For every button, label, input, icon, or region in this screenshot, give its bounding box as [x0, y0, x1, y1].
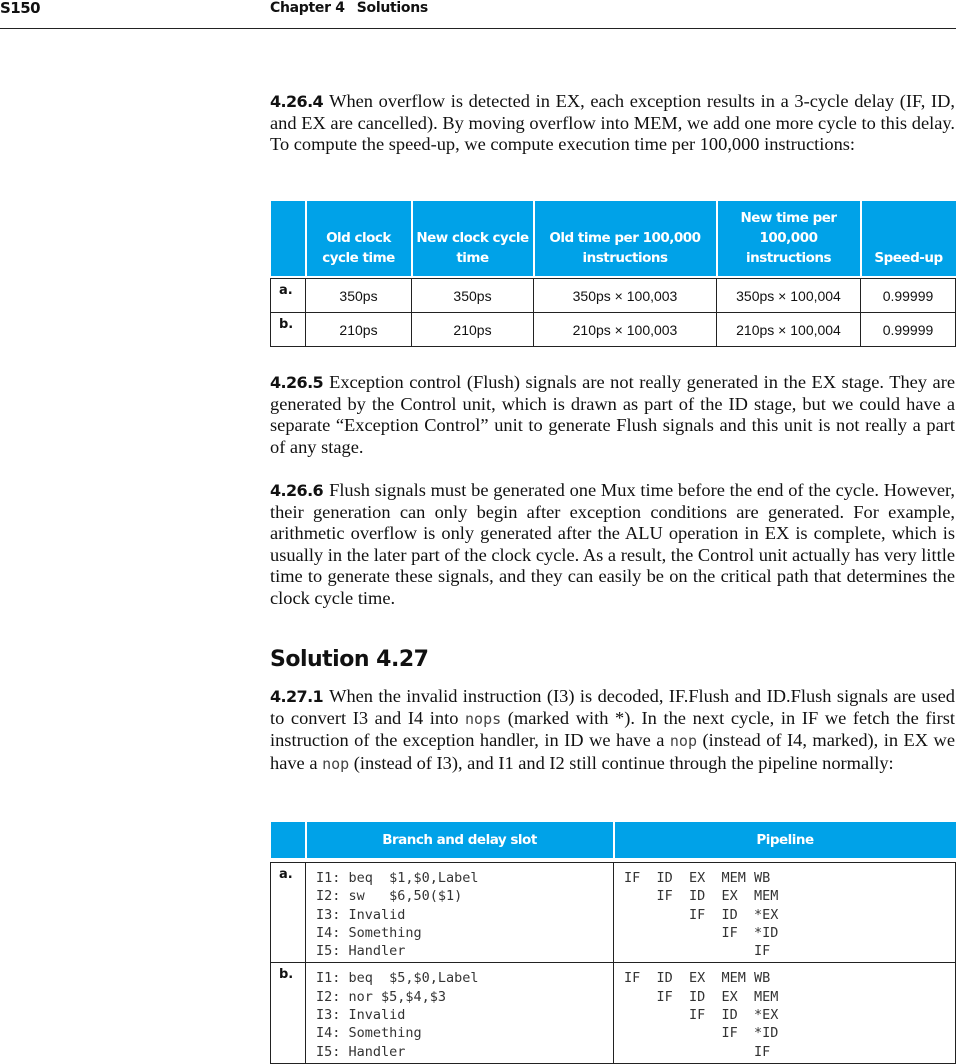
- code-nop: nop: [669, 732, 697, 751]
- section-text: (instead of I3), and I1 and I2 still continue through the pipeline normally:: [353, 752, 894, 773]
- section-text: (marked with *). In the next cycle, in IF we fetch the first instruction of the exception handler, in ID we have a: [270, 707, 955, 751]
- code-nop: nop: [322, 754, 350, 773]
- column-header: Old clock cycle time: [306, 201, 412, 276]
- section-number: 4.26.4: [270, 92, 324, 111]
- section-4-27-1: [270, 686, 955, 775]
- row-label: a.: [271, 279, 306, 313]
- table-cell: 350ps × 100,004: [717, 279, 861, 313]
- page-header: [0, 0, 956, 29]
- table-cell: 350ps: [306, 279, 412, 313]
- section-number: 4.27.1: [270, 687, 324, 706]
- column-header: [271, 822, 306, 858]
- section-number: 4.26.6: [270, 481, 324, 500]
- table-cell: 210ps × 100,003: [534, 313, 717, 347]
- row-label: b.: [271, 313, 306, 347]
- table-cell: 0.99999: [861, 279, 956, 313]
- solution-heading: Solution 4.27: [270, 647, 429, 672]
- column-header: Branch and delay slot: [306, 822, 614, 858]
- table-cell: 210ps: [306, 313, 412, 347]
- section-4-26-4: [270, 91, 955, 156]
- table-cell: 350ps: [412, 279, 534, 313]
- section-4-26-5: [270, 372, 955, 458]
- table-cell: 210ps × 100,004: [717, 313, 861, 347]
- section-number: 4.26.5: [270, 373, 324, 392]
- pipeline-diagram: IF ID EX MEM WB IF ID EX MEM IF ID *EX IF *ID IF: [614, 963, 956, 1063]
- section-text: Flush signals must be generated one Mux time before the end of the cycle. However, their generation can only begin after exception conditions are generated. For example, arithmetic overflow is only generated after the ALU operation in EX is complete, which is usually in the later part of the clock cycle. As a result, the Control unit actually has very little time to generate these signals, and they can easily be on the critical path that determines the clock cycle time.: [270, 480, 955, 608]
- table-cell: 210ps: [412, 313, 534, 347]
- running-head: [270, 0, 428, 16]
- column-header: Speed-up: [861, 201, 956, 276]
- chapter-label: Chapter 4: [270, 0, 345, 16]
- instruction-code: I1: beq $1,$0,Label I2: sw $6,50($1) I3: Invalid I4: Something I5: Handler: [306, 863, 614, 963]
- table-row: [271, 963, 956, 1063]
- section-text: (instead of I4, marked), in EX we have a: [270, 730, 956, 773]
- row-label: b.: [271, 963, 306, 1063]
- table-row: [271, 863, 956, 963]
- section-text: Exception control (Flush) signals are not really generated in the EX stage. They are generated by the Control unit, which is drawn as part of the ID stage, but we could have a separate “Exception Control” unit to generate Flush signals and this unit is not really a part of any stage.: [270, 372, 955, 457]
- column-header: New time per 100,000 instructions: [717, 201, 861, 276]
- table-row: [271, 313, 956, 347]
- table-row: [271, 279, 956, 313]
- code-nops: nops: [465, 709, 502, 728]
- section-4-26-6: [270, 480, 955, 610]
- table-header-row: [271, 201, 956, 276]
- speedup-table: [270, 201, 956, 347]
- column-header: Pipeline: [614, 822, 956, 858]
- column-header: Old time per 100,000 instructions: [534, 201, 717, 276]
- row-label: a.: [271, 863, 306, 963]
- column-header: [271, 201, 306, 276]
- pipeline-diagram: IF ID EX MEM WB IF ID EX MEM IF ID *EX IF *ID IF: [614, 863, 956, 963]
- section-text: When overflow is detected in EX, each exception results in a 3-cycle delay (IF, ID, and EX are cancelled). By moving overflow into MEM, we add one more cycle to this delay. To compute the speed-up, we compute execution time per 100,000 instructions:: [270, 91, 955, 155]
- table-cell: 350ps × 100,003: [534, 279, 717, 313]
- table-header-row: [271, 822, 956, 858]
- column-header: New clock cycle time: [412, 201, 534, 276]
- instruction-code: I1: beq $5,$0,Label I2: nor $5,$4,$3 I3: Invalid I4: Something I5: Handler: [306, 963, 614, 1063]
- section-label: Solutions: [356, 0, 428, 16]
- page-number: S150: [0, 0, 41, 17]
- table-cell: 0.99999: [861, 313, 956, 347]
- pipeline-table: [270, 822, 956, 1064]
- section-text: When the invalid instruction (I3) is decoded, IF.Flush and ID.Flush signals are used to convert I3 and I4 into: [270, 686, 955, 728]
